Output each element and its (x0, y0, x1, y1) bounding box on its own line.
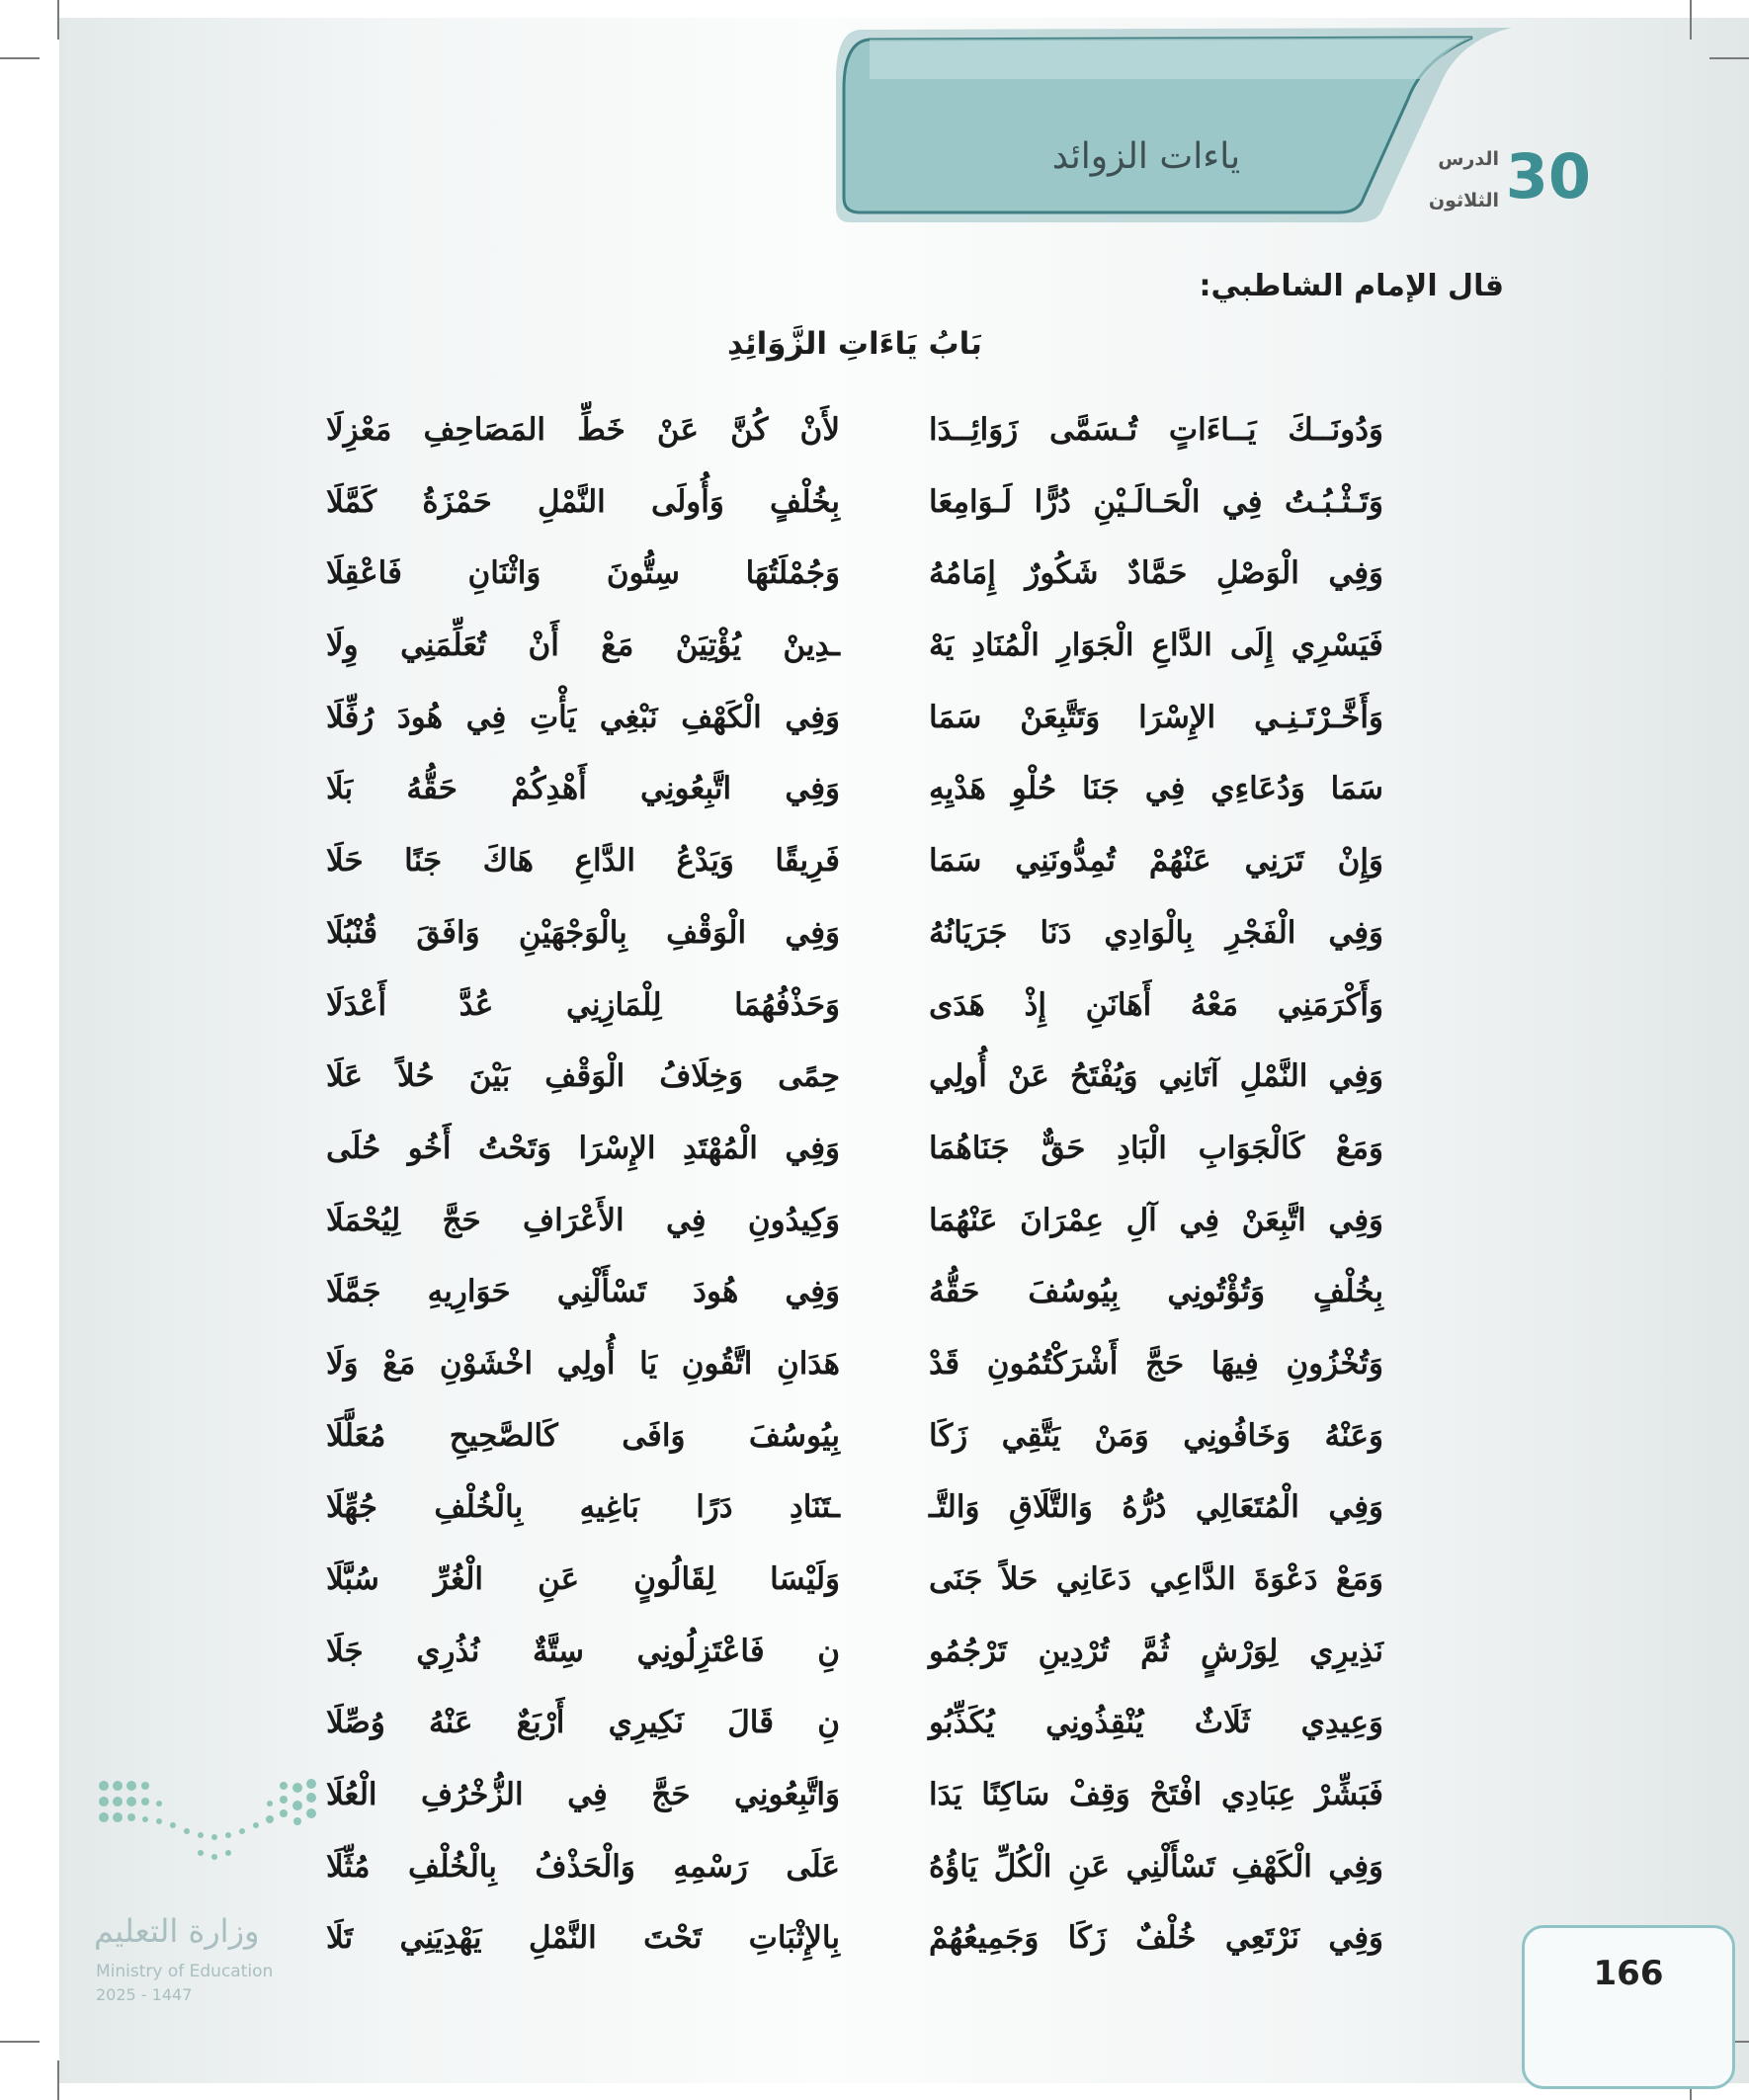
verse-second-half: وَجُمْلَتُهَا سِتُّونَ وَاثْنَانِ فَاعْقِلَا (326, 555, 840, 592)
verse-first-half: فَبَشِّرْ عِبَادِي افْتَحْ وَقِفْ سَاكِنًا يَدَا (929, 1777, 1383, 1813)
verse-second-half: وَاتَّبِعُونِي حَجَّ فِي الزُّخْرُفِ الْعُلَا (326, 1777, 840, 1813)
verse-row (0, 1262, 1749, 1334)
page-number: 166 (1593, 1954, 1664, 1993)
lesson-header-tab (830, 20, 1522, 227)
intro-heading: قال الإمام الشاطبي: (1199, 269, 1504, 303)
lesson-number: 30 (1505, 140, 1591, 212)
verse-row (0, 400, 1749, 472)
verse-first-half: وَفِي نَرْتَعِي خُلْفٌ زَكَا وَجَمِيعُهُمْ (929, 1920, 1383, 1957)
verse-row (0, 1406, 1749, 1478)
verse-first-half: وَعِيدِي ثَلَاثٌ يُنْقِذُونِي يُكَذِّبُو (929, 1705, 1383, 1741)
page-number-box (1522, 1925, 1735, 2089)
verse-second-half: هَدَانِ اتَّقُونِ يَا أُولِي اخْشَوْنِ مَعْ وَلَا (326, 1345, 840, 1382)
verse-row (0, 1334, 1749, 1406)
verse-second-half: ـتَنَادِ دَرًا بَاغِيهِ بِالْخُلْفِ جُهِّلَا (326, 1489, 840, 1526)
ministry-logo (94, 1774, 321, 2011)
verse-second-half: وَحَذْفُهُمَا لِلْمَازِنِي عُدَّ أَعْدَلَا (326, 986, 840, 1023)
verse-row (0, 544, 1749, 616)
verse-row (0, 1477, 1749, 1550)
verse-second-half: لأَنْ كُنَّ عَنْ خَطِّ المَصَاحِفِ مَعْزِلَا (326, 412, 840, 448)
crop-mark (1690, 0, 1692, 40)
verse-second-half: وَفِي الْمُهْتَدِ الإِسْرَا وَتَحْتُ أَخُو حُلَى (326, 1130, 840, 1166)
verse-second-half: نِ فَاعْتَزِلُونِي سِتَّةٌ نُذُرِي جَلَا (326, 1633, 840, 1669)
verse-first-half: نَذِيرِي لِوَرْشٍ ثُمَّ تُرْدِينِ تَرْجُمُو (929, 1633, 1383, 1669)
verse-first-half: وَمَعْ دَعْوَةَ الدَّاعِي دَعَانِي حَلاً جَنَى (929, 1561, 1383, 1597)
verse-second-half: بِخُلْفٍ وَأُولَى النَّمْلِ حَمْزَةُ كَمَّلَا (326, 483, 840, 520)
verse-first-half: بِخُلْفٍ وَتُؤْتُونِي بِيُوسُفَ حَقُّهُ (929, 1274, 1383, 1310)
verse-second-half: وَفِي هُودَ تَسْأَلْنِي حَوَارِيهِ جَمَّلَا (326, 1274, 840, 1310)
verse-row (0, 688, 1749, 760)
verse-first-half: وَفِي الْوَصْلِ حَمَّادٌ شَكُورٌ إِمَامُهُ (929, 555, 1383, 592)
verse-second-half: فَرِيقًا وَيَدْعُ الدَّاعِ هَاكَ جَنًا حَلَا (326, 843, 840, 880)
verse-row (0, 1191, 1749, 1263)
poem (0, 400, 1749, 1980)
verse-row (0, 472, 1749, 545)
verse-first-half: وَأَكْرَمَنِي مَعْهُ أَهَانَنِ إِذْ هَدَى (929, 986, 1383, 1023)
verse-first-half: وَفِي الْمُتَعَالِي دُرُّهُ وَالتَّلَاقِ وَالتَّـ (929, 1489, 1383, 1526)
header-tab-shape (830, 20, 1522, 227)
verse-first-half: وَعَنْهُ وَخَافُونِي وَمَنْ يَتَّقِي زَكَا (929, 1417, 1383, 1454)
lesson-title: ياءات الزوائد (1051, 136, 1241, 177)
verse-row (0, 1119, 1749, 1191)
crop-mark (1709, 57, 1749, 59)
crop-mark (57, 2060, 59, 2100)
verse-first-half: وَأَخَّـرْتَـنِـي الإِسْرَا وَتَتَّبِعَنْ سَمَا (929, 699, 1383, 735)
verse-first-half: وَتُخْزُونِ فِيهَا حَجَّ أَشْرَكْتُمُونِ قَدْ (929, 1345, 1383, 1382)
verse-first-half: وَفِي النَّمْلِ آتَانِي وَيُفْتَحُ عَنْ أُولِي (929, 1058, 1383, 1095)
verse-second-half: وَفِي الْوَقْفِ بِالْوَجْهَيْنِ وَافَقَ قُنْبُلَا (326, 914, 840, 951)
verse-second-half: وَلَيْسَا لِقَالُونٍ عَنِ الْغُرِّ سُبَّلَا (326, 1561, 840, 1597)
verse-first-half: وَتَـثْـبُـتُ فِي الْحَـالَـيْنِ دُرًّا لَـوَامِعَا (929, 483, 1383, 520)
verse-row (0, 831, 1749, 903)
verse-first-half: سَمَا وَدُعَاءِي فِي جَنَا حُلْوِ هَدْيِهِ (929, 771, 1383, 807)
verse-first-half: فَيَسْرِي إِلَى الدَّاعِ الْجَوَارِ الْمُنَادِ يَهْ (929, 628, 1383, 664)
verse-first-half: وَمَعْ كَالْجَوَابِ الْبَادِ حَقٌّ جَنَاهُمَا (929, 1130, 1383, 1166)
verse-first-half: وَفِي الْكَهْفِ تَسْأَلْنِي عَنِ الْكُلِّ يَاؤُهُ (929, 1848, 1383, 1885)
crop-mark (0, 57, 40, 59)
verse-row (0, 1693, 1749, 1765)
verse-second-half: بِالإِثْبَاتِ تَحْتَ النَّمْلِ يَهْدِيَنِي تَلَا (326, 1920, 840, 1957)
verse-row (0, 759, 1749, 831)
chapter-title (0, 326, 1749, 362)
verse-second-half: وَفِي الْكَهْفِ نَبْغِي يَأْتِ فِي هُودَ رُفِّلَا (326, 699, 840, 735)
verse-second-half: عَلَى رَسْمِهِ وَالْحَذْفُ بِالْخُلْفِ مُثِّلَا (326, 1848, 840, 1885)
verse-second-half: حِمًى وَخِلَافُ الْوَقْفِ بَيْنَ حُلاً عَلَا (326, 1058, 840, 1095)
verse-row (0, 1047, 1749, 1119)
verse-first-half: وَدُونَــكَ يَــاءَاتٍ تُـسَمَّى زَوَائِــدَا (929, 412, 1383, 448)
lesson-ordinal: الثلاثون (1428, 190, 1499, 211)
verse-second-half: ـدِينْ يُؤْتِيَنْ مَعْ أَنْ تُعَلِّمَنِي وِلَا (326, 628, 840, 664)
ministry-year: 2025 - 1447 (96, 1985, 193, 2004)
verse-row (0, 975, 1749, 1048)
verse-row (0, 1622, 1749, 1694)
ministry-name-ar: وزارة التعليم (94, 1912, 260, 1950)
lesson-label: الدرس (1438, 148, 1499, 170)
verse-first-half: وَفِي الْفَجْرِ بِالْوَادِي دَنَا جَرَيَانُهُ (929, 914, 1383, 951)
verse-second-half: وَكِيدُونِ فِي الأَعْرَافِ حَجَّ لِيُحْمَلَا (326, 1202, 840, 1238)
crop-mark (0, 2041, 40, 2043)
chapter-title-text: بَابُ يَاءَاتِ الزَّوَائِدِ (727, 326, 982, 362)
crop-mark (57, 0, 59, 40)
verse-row (0, 903, 1749, 975)
verse-second-half: بِيُوسُفَ وَافَى كَالصَّحِيحِ مُعَلَّلَا (326, 1417, 840, 1454)
ministry-name-en: Ministry of Education (96, 1962, 274, 1981)
verse-second-half: وَفِي اتَّبِعُونِي أَهْدِكُمْ حَقُّهُ بَلَا (326, 771, 840, 807)
verse-row (0, 1550, 1749, 1622)
verse-first-half: وَفِي اتَّبِعَنْ فِي آلِ عِمْرَانَ عَنْهُمَا (929, 1202, 1383, 1238)
verse-first-half: وَإِنْ تَرَنِي عَنْهُمْ تُمِدُّونَنِي سَمَا (929, 843, 1383, 880)
ministry-dots-icon (94, 1774, 321, 1902)
verse-row (0, 616, 1749, 688)
verse-second-half: نِ قَالَ نَكِيرِي أَرْبَعٌ عَنْهُ وُصِّلَا (326, 1705, 840, 1741)
